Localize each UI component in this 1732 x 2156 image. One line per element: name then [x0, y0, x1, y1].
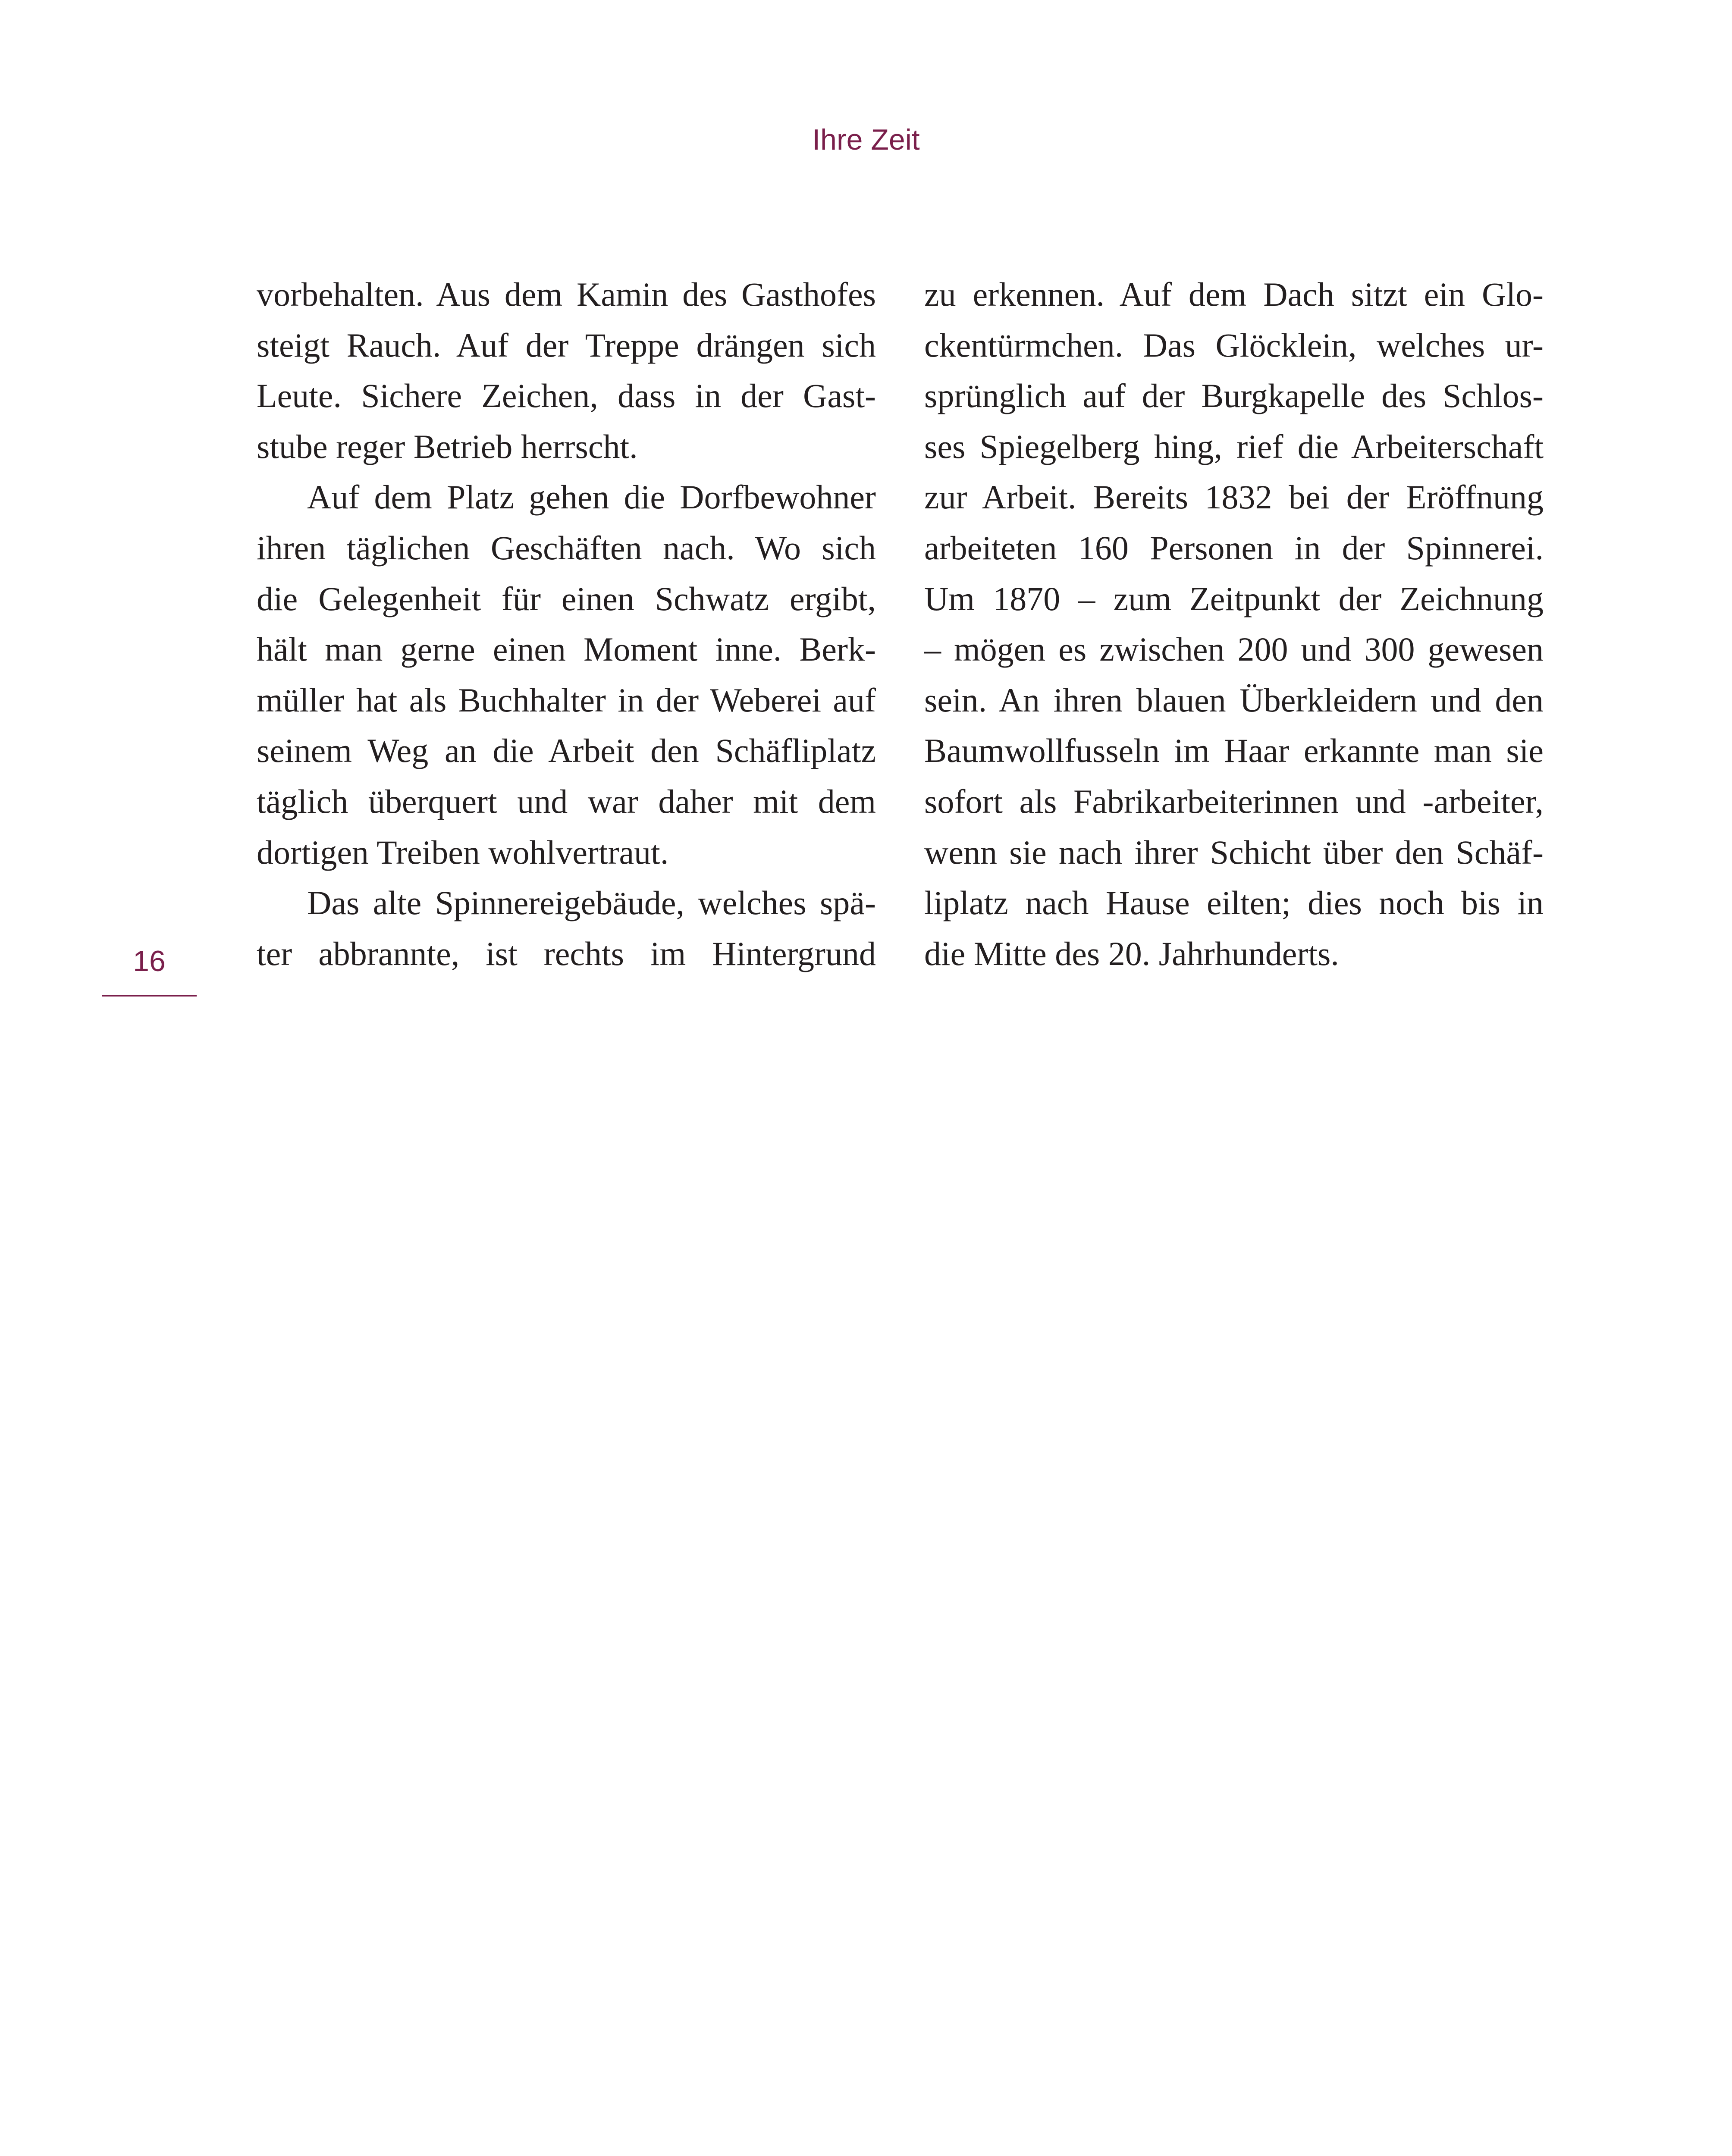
text-line: ihren täglichen Geschäften nach. Wo sich	[257, 529, 876, 567]
text-line: liplatz nach Hause eilten; dies noch bis in	[924, 884, 1544, 922]
text-line: sein. An ihren blauen Überkleidern und den	[924, 681, 1544, 719]
text-line: Leute. Sichere Zeichen, dass in der Gast-	[257, 377, 876, 415]
text-line: müller hat als Buchhalter in der Weberei auf	[257, 681, 876, 719]
text-line: arbeiteten 160 Personen in der Spinnerei.	[924, 529, 1544, 567]
text-line: Das alte Spinnereigebäude, welches spä-	[307, 884, 876, 922]
page-number: 16	[133, 945, 166, 978]
text-line: die Mitte des 20. Jahrhunderts.	[924, 934, 1339, 972]
text-line: seinem Weg an die Arbeit den Schäfliplatz	[257, 732, 876, 770]
text-line: vorbehalten. Aus dem Kamin des Gasthofes	[257, 276, 876, 313]
text-line: stube reger Betrieb herrscht.	[257, 427, 638, 465]
text-line: Um 1870 – zum Zeitpunkt der Zeichnung	[924, 580, 1544, 617]
text-line: wenn sie nach ihrer Schicht über den Schäf-	[924, 833, 1544, 871]
text-column-left	[257, 269, 876, 979]
text-line: Baumwollfusseln im Haar erkannte man sie	[924, 732, 1544, 770]
text-line: zur Arbeit. Bereits 1832 bei der Eröffnung	[924, 478, 1544, 516]
text-line: dortigen Treiben wohlvertraut.	[257, 833, 669, 871]
text-line: täglich überquert und war daher mit dem	[257, 782, 876, 820]
running-head: Ihre Zeit	[812, 123, 920, 156]
text-line: zu erkennen. Auf dem Dach sitzt ein Glo-	[924, 276, 1544, 313]
text-line: ses Spiegelberg hing, rief die Arbeiterschaft	[924, 427, 1544, 465]
text-line: ter abbrannte, ist rechts im Hintergrund	[257, 934, 876, 972]
text-line: sprünglich auf der Burgkapelle des Schlos-	[924, 377, 1544, 415]
text-line: die Gelegenheit für einen Schwatz ergibt,	[257, 580, 876, 617]
page-number-rule	[102, 995, 197, 997]
text-line: sofort als Fabrikarbeiterinnen und -arbeiter,	[924, 782, 1544, 820]
text-line: hält man gerne einen Moment inne. Berk-	[257, 630, 876, 668]
text-line: Auf dem Platz gehen die Dorfbewohner	[307, 478, 876, 516]
text-line: steigt Rauch. Auf der Treppe drängen sich	[257, 326, 876, 364]
text-column-right	[924, 269, 1544, 979]
text-line: – mögen es zwischen 200 und 300 gewesen	[924, 630, 1544, 668]
text-line: ckentürmchen. Das Glöcklein, welches ur-	[924, 326, 1544, 364]
